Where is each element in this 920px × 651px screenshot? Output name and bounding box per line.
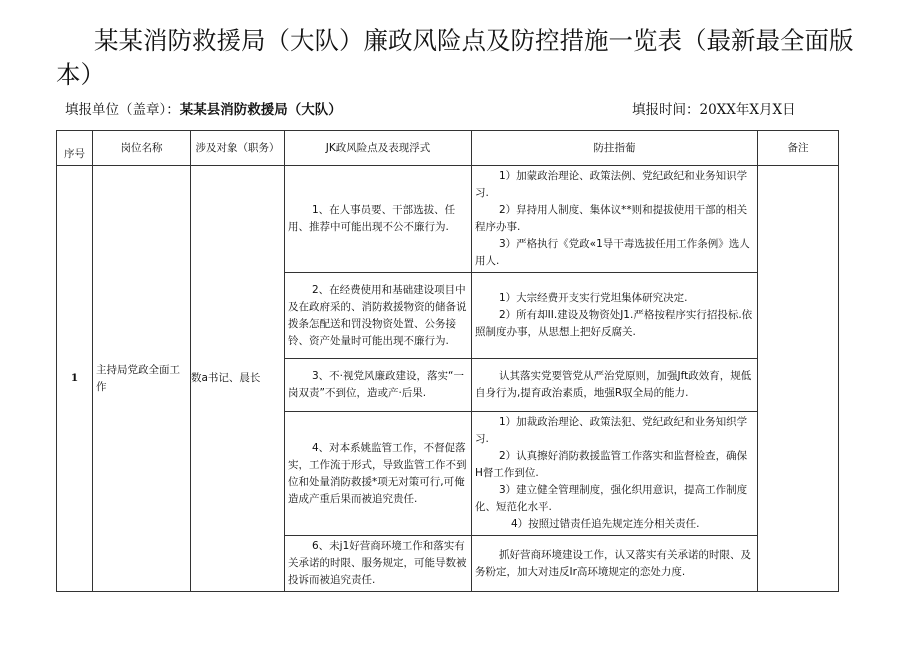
measures-cell	[472, 166, 758, 273]
measure-item: 认其落实党要管党从严治党原则，加强Jft政效育，规低自身行为,提育政治素质，地强R驭全局的能力.	[475, 370, 752, 399]
measure-item: 1）大宗经费开支实行党坦集体研究决定.	[499, 292, 688, 304]
reporting-unit	[65, 98, 342, 118]
header-measures: 防拄指葡	[472, 131, 758, 166]
measures-cell	[472, 359, 758, 412]
risk-cell: 6、未j1好营商环境工作和落实有关承诺的时限、服务规定，可能导数被投诉而被追究责任.	[285, 536, 472, 592]
measure-item: 2）舁持用人制度、集体议**则和提拔使用干部的相关程序办事.	[475, 204, 748, 233]
measure-item: 2）所有却II.建设及物资处J1.严格按程序实行招投标.依照制度办事，从思想上把好反腐关.	[475, 309, 753, 338]
measure-item: 抓好营商环境建设工作，认又落实有关承诺的时限、及务粉定，加大对违反Ir高环境规定的恋处力度.	[475, 548, 751, 578]
risk-cell: 2、在经费使用和基础建设项目中及在政府采的、消防救援物资的储备说拨条怎配送和罚没物资处置、公务接铃、资产处量时可能出现不廉行为.	[285, 273, 472, 359]
header-risk: JK政风险点及表现浮式	[285, 131, 472, 166]
measure-item: 4）按照过错责任追先规定连分相关责任.	[511, 518, 700, 530]
measures-cell	[472, 273, 758, 359]
risk-table	[56, 130, 839, 592]
object-cell: 数a书记、晨长	[191, 166, 285, 592]
header-seq: 序号	[57, 131, 93, 166]
remark-cell	[758, 166, 839, 592]
header-remark: 备注	[758, 131, 839, 166]
measure-item: 2）认真擦好消防救援监管工作落实和监督检查，确保H督工作到位.	[475, 450, 748, 479]
risk-cell: 3、不·视党风廉政建设，落实“一岗双责”不到位，造或产·后果.	[285, 359, 472, 412]
risk-cell: 4、对本系姚监管工作，不督促落实，工作流于形式，导致监管工作不到位和处量消防救援*项无对策可行,可俺造成产重后果而被追究贵任.	[285, 412, 472, 536]
reporting-time-label: 填报时间：	[632, 102, 700, 118]
measures-cell	[472, 536, 758, 592]
measure-item: 3）建立健全管理制度，强化织用意识，提高工作制度化、短范化水平.	[475, 484, 748, 513]
reporting-time-value: 20XX年X月X日	[699, 102, 796, 118]
reporting-unit-value: 某某县消防救援局（大队）	[179, 102, 342, 118]
post-cell: 主持局党政全面工作	[93, 166, 191, 592]
risk-cell: 1、在人事员要、干部选拔、任用、推荐中可能出现不公不廉行为.	[285, 166, 472, 273]
header-post: 岗位名称	[93, 131, 191, 166]
reporting-time	[632, 98, 796, 118]
table-header-row	[57, 131, 839, 166]
reporting-unit-label: 填报单位（盖章）：	[65, 102, 180, 118]
seq-cell: 1	[57, 166, 93, 592]
table-row	[57, 166, 839, 273]
header-object: 涉及对象（职务）	[191, 131, 285, 166]
measure-item: 3）严格执行《党政«1导干毒选拔任用工作条例》选人用人.	[475, 238, 750, 267]
document-title: 某某消防救援局（大队）廉政风险点及防控措施一览表（最新最全面版本）	[56, 26, 854, 89]
measures-cell	[472, 412, 758, 536]
measure-item: 1）加蒙政治理论、政策法例、党纪政纪和业务知识学习.	[475, 170, 748, 199]
measure-item: 1）加裁政治理论、政策法犯、党纪政纪和业务知织学习.	[475, 416, 748, 445]
